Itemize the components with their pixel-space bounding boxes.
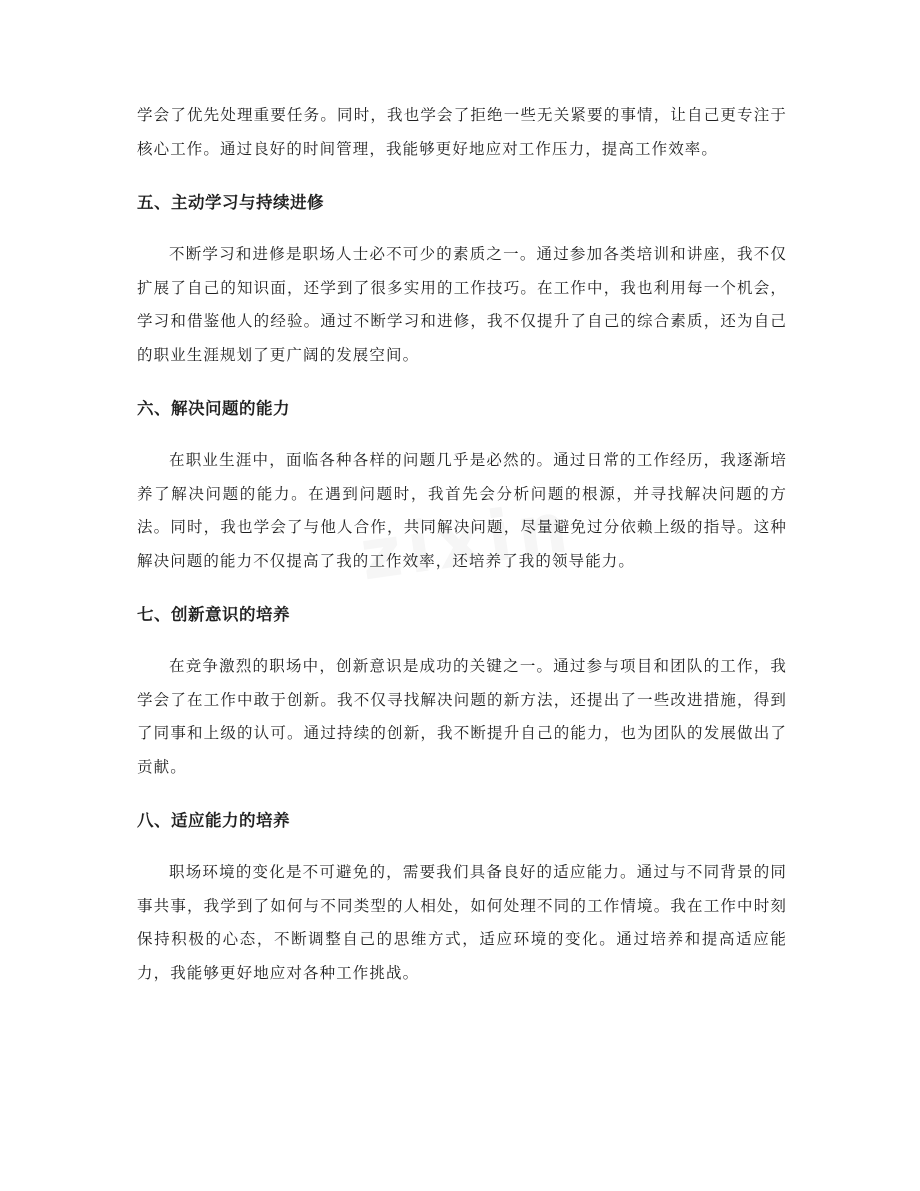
- heading-section-6: 六、解决问题的能力: [137, 399, 290, 418]
- heading-section-8: 八、适应能力的培养: [137, 811, 290, 830]
- paragraph-section-8: 职场环境的变化是不可避免的，需要我们具备良好的适应能力。通过与不同背景的同事共事，我学到了如何与不同类型的人相处，如何处理不同的工作情境。我在工作中时刻保持积极的心态，不断调整自己的思维方式，适应环境的变化。通过培养和提高适应能力，我能够更好地应对各种工作挑战。: [137, 863, 787, 982]
- paragraph-section-5: 不断学习和进修是职场人士必不可少的素质之一。通过参加各类培训和讲座，我不仅扩展了自己的知识面，还学到了很多实用的工作技巧。在工作中，我也利用每一个机会，学习和借鉴他人的经验。通过不断学习和进修，我不仅提升了自己的综合素质，还为自己的职业生涯规划了更广阔的发展空间。: [137, 245, 787, 364]
- paragraph-section-6: 在职业生涯中，面临各种各样的问题几乎是必然的。通过日常的工作经历，我逐渐培养了解决问题的能力。在遇到问题时，我首先会分析问题的根源，并寻找解决问题的方法。同时，我也学会了与他人合作，共同解决问题，尽量避免过分依赖上级的指导。这种解决问题的能力不仅提高了我的工作效率，还培养了我的领导能力。: [137, 451, 787, 570]
- heading-section-5: 五、主动学习与持续进修: [137, 193, 324, 212]
- heading-section-7: 七、创新意识的培养: [137, 605, 290, 624]
- paragraph-time-management-end: 学会了优先处理重要任务。同时，我也学会了拒绝一些无关紧要的事情，让自己更专注于核心工作。通过良好的时间管理，我能够更好地应对工作压力，提高工作效率。: [137, 106, 787, 158]
- paragraph-section-7: 在竞争激烈的职场中，创新意识是成功的关键之一。通过参与项目和团队的工作，我学会了在工作中敢于创新。我不仅寻找解决问题的新方法，还提出了一些改进措施，得到了同事和上级的认可。通过持续的创新，我不断提升自己的能力，也为团队的发展做出了贡献。: [137, 657, 787, 776]
- document-body: [137, 99, 787, 990]
